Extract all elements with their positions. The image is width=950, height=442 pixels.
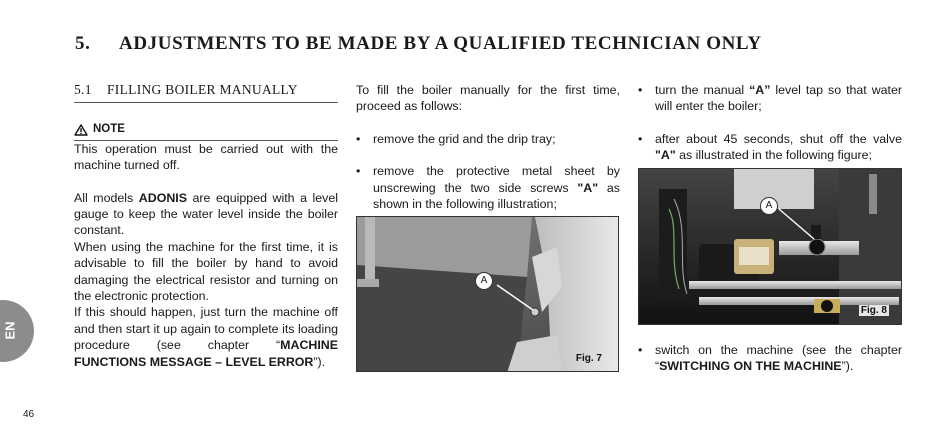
section-number: 5.1 xyxy=(74,82,92,97)
procedure-intro: To fill the boiler manually for the first time, proceed as follows: xyxy=(356,83,620,114)
figure-8-label: Fig. 8 xyxy=(860,305,887,316)
list-item: • remove the protective metal sheet by unscrewing the two side screws "A" as shown in the following illustration; xyxy=(356,164,620,212)
list-item: • turn the manual “A” level tap so that water will enter the boiler; xyxy=(638,83,902,114)
language-code: EN xyxy=(2,321,18,340)
section-title-text: FILLING BOILER MANUALLY xyxy=(107,82,298,97)
bullet-mark: • xyxy=(638,343,643,357)
boiler-valve-photo xyxy=(639,169,902,325)
column-3 xyxy=(638,82,902,164)
bullet-mark: • xyxy=(356,164,361,179)
page-number: 46 xyxy=(23,409,35,420)
note-label: NOTE xyxy=(93,123,125,136)
bullet-mark: • xyxy=(638,131,643,146)
note-text: This operation must be carried out with the machine turned off. xyxy=(74,141,338,173)
paragraph-level-gauge: All models ADONIS are equipped with a level gauge to keep the water level inside the boiler constant. xyxy=(74,190,338,238)
list-item: • remove the grid and the drip tray; xyxy=(356,131,556,146)
paragraph-first-use: When using the machine for the first time, it is advisable to fill the boiler by hand to avoid damaging the electrical resistor and turning on the electronic protection. xyxy=(74,239,338,304)
warning-icon xyxy=(74,124,88,136)
chapter-reference: MACHINE FUNCTIONS MESSAGE – LEVEL ERROR xyxy=(74,338,338,369)
section-title xyxy=(74,82,338,103)
language-tab xyxy=(0,300,34,362)
figure-7-label: Fig. 7 xyxy=(575,353,602,364)
figure-7-photo xyxy=(356,216,619,372)
chapter-title xyxy=(75,33,762,55)
column-3-bottom xyxy=(638,342,902,375)
list-item: • after about 45 seconds, shut off the valve "A" as illustrated in the following figure; xyxy=(638,131,902,163)
machine-side-panel-photo xyxy=(357,217,619,372)
paragraph-restart: If this should happen, just turn the machine off and then start it up again to complete its loading procedure (see chapter “MACHINE FUNCTIONS MESSAGE – LEVEL ERROR”). xyxy=(74,305,338,369)
note-header xyxy=(74,121,338,140)
column-1 xyxy=(74,82,338,370)
bullet-mark: • xyxy=(356,131,361,146)
chapter-title-text: ADJUSTMENTS TO BE MADE BY A QUALIFIED TECHNICIAN ONLY xyxy=(119,33,762,54)
bullet-mark: • xyxy=(638,83,643,97)
callout-a: A xyxy=(475,272,493,290)
chapter-number: 5. xyxy=(75,33,91,54)
list-item: • switch on the machine (see the chapter “SWITCHING ON THE MACHINE”). xyxy=(638,343,902,374)
callout-a: A xyxy=(760,197,778,215)
model-name: ADONIS xyxy=(138,190,187,205)
column-2 xyxy=(356,82,620,212)
figure-8-photo xyxy=(638,168,902,325)
